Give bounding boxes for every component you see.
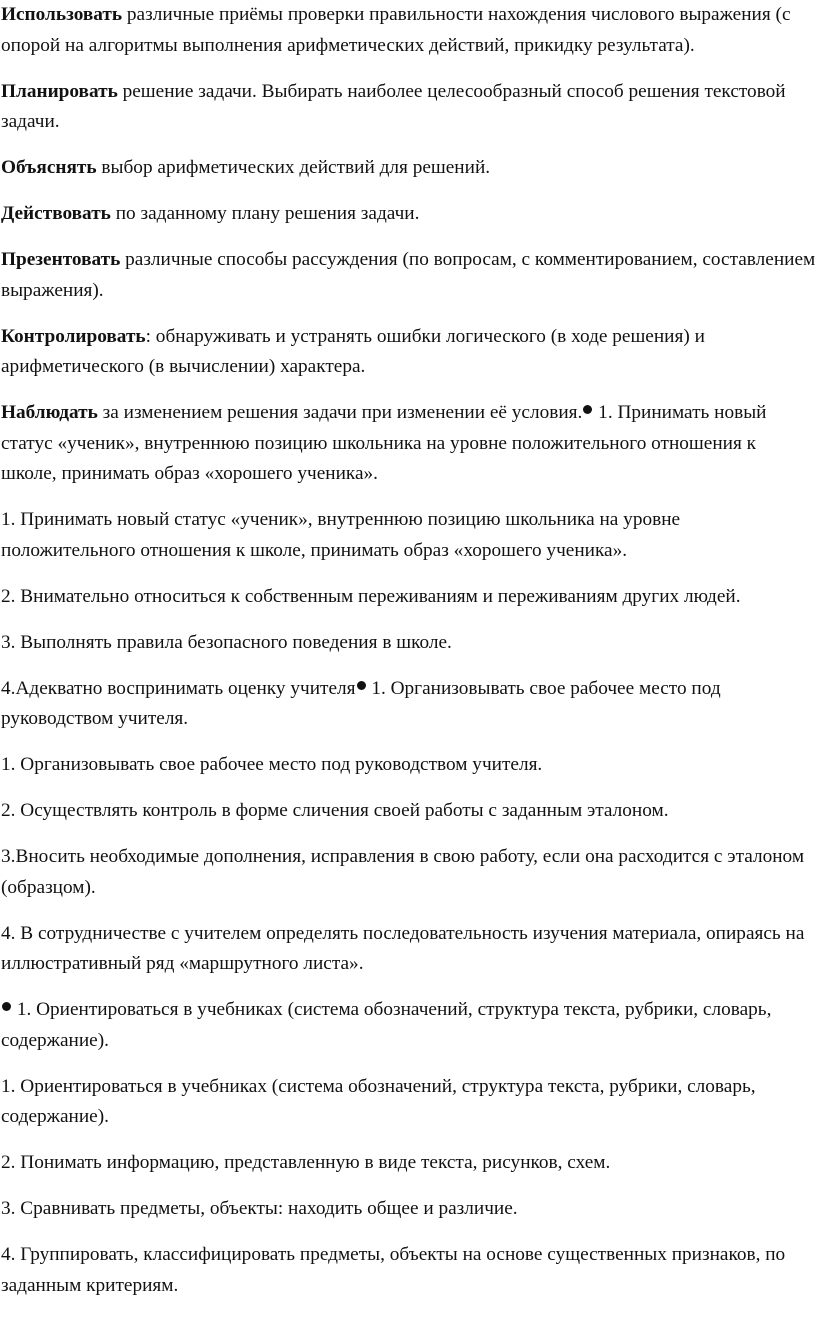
list-item [1,674,816,735]
list-item [1,505,816,566]
list-item [1,796,816,827]
list-item [1,919,816,980]
term-control: Контролировать [1,325,146,347]
paragraph-text: выбор арифметических действий для решений. [96,157,491,178]
paragraph-present [1,245,816,306]
list-item-text: 2. Понимать информацию, представленную в виде текста, рисунков, схем. [1,1152,611,1173]
bullet-icon [2,1002,11,1011]
term-observe: Наблюдать [1,402,98,423]
list-item-text: 2. Внимательно относиться к собственным переживаниям и переживаниям других людей. [1,585,741,607]
list-item-text: 3. Выполнять правила безопасного поведения в школе. [1,631,452,653]
paragraph-observe [1,398,816,490]
paragraph-explain [1,153,816,184]
paragraph-text: различные способы рассуждения (по вопросам, с комментированием, составлением выражения). [1,249,816,301]
list-item [1,582,816,613]
list-item [1,628,816,659]
list-item [1,842,816,903]
paragraph-text: за изменением решения задачи при изменении её условия. [97,402,583,423]
list-item [1,995,816,1056]
paragraph-act [1,199,816,230]
list-item [1,1072,816,1133]
list-item-text: 1. Ориентироваться в учебниках (система обозначений, структура текста, рубрики, словарь, содержание). [1,1075,756,1127]
list-item-text-after-bullet: 1. Ориентироваться в учебниках (система обозначений, структура текста, рубрики, словарь, содержание). [1,999,772,1051]
term-explain: Объяснять [1,157,97,178]
paragraph-use [1,0,816,61]
paragraph-text-after-bullet: 1. Принимать новый статус «ученик», внутреннюю позицию школьника на уровне положительного отношения к школе, принимать образ «хорошего ученика». [1,402,767,484]
term-use: Использовать [1,4,123,25]
paragraph-control [1,322,816,383]
bullet-icon [583,405,592,414]
term-present: Презентовать [1,249,121,270]
list-item-text: 1. Организовывать свое рабочее место под руководством учителя. [1,754,543,775]
list-item [1,1148,816,1179]
paragraph-text: решение задачи. Выбирать наиболее целесообразный способ решения текстовой задачи. [1,80,786,132]
list-item [1,750,816,781]
list-item-text: 3. Сравнивать предметы, объекты: находить общее и различие. [1,1198,518,1219]
paragraph-text: различные приёмы проверки правильности нахождения числового выражения (с опорой на алгоритмы выполнения арифметических действий, прикидку результата). [1,4,791,56]
paragraph-text: по заданному плану решения задачи. [110,203,420,224]
term-plan: Планировать [1,80,118,102]
list-item-text: 4.Адекватно воспринимать оценку учителя [1,677,356,699]
list-item-text: 2. Осуществлять контроль в форме сличения своей работы с заданным эталоном. [1,800,669,821]
list-item-text: 3.Вносить необходимые дополнения, исправления в свою работу, если она расходится с эталоном (образцом). [1,846,805,898]
paragraph-plan [1,77,816,138]
list-item [1,1194,816,1225]
list-item-text: 1. Принимать новый статус «ученик», внутреннюю позицию школьника на уровне положительного отношения к школе, принимать образ «хорошего ученика». [1,509,681,561]
paragraph-text: : обнаруживать и устранять ошибки логического (в ходе решения) и арифметического (в вычислении) характера. [1,325,705,377]
list-item-text-after-bullet: 1. Организовывать свое рабочее место под руководством учителя. [1,677,721,729]
term-act: Действовать [1,203,111,224]
list-item-text: 4. Группировать, классифицировать предметы, объекты на основе существенных признаков, по заданным критериям. [1,1244,786,1296]
bullet-icon [357,681,366,690]
list-item-text: 4. В сотрудничестве с учителем определять последовательность изучения материала, опираясь на иллюстративный ряд «маршрутного листа». [1,922,805,974]
